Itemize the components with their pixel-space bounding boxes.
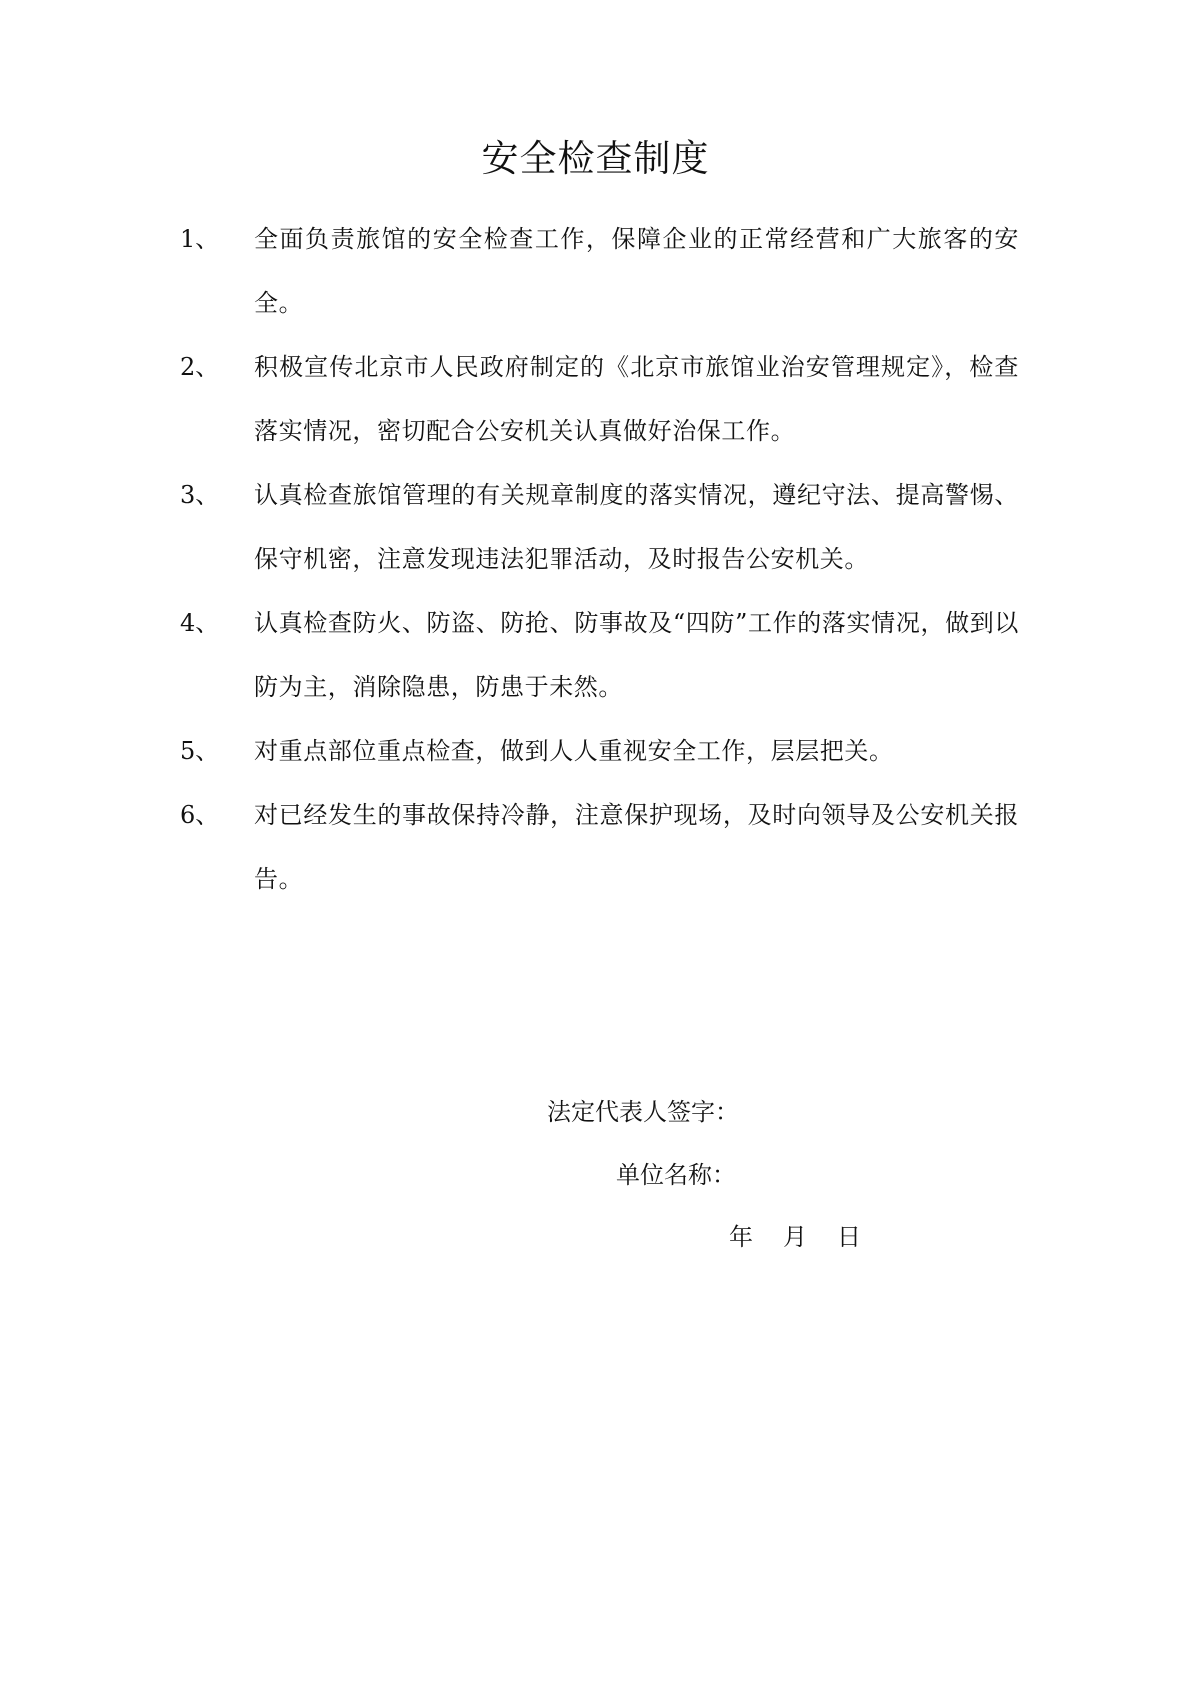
year-label: 年 (729, 1223, 753, 1251)
representative-signature-label: 法定代表人签字： (547, 1098, 739, 1126)
rule-item (0, 463, 1191, 591)
rule-number: 4、 (180, 609, 220, 637)
rule-number: 5、 (180, 737, 220, 765)
date-line (729, 1217, 861, 1257)
rule-item (0, 591, 1191, 719)
rule-item (0, 207, 1191, 335)
day-label: 日 (837, 1223, 861, 1251)
rule-item (0, 719, 1191, 783)
document-title: 安全检查制度 (481, 137, 710, 180)
rule-text: 认真检查旅馆管理的有关规章制度的落实情况，遵纪守法、提高警惕、保守机密，注意发现违法犯罪活动，及时报告公安机关。 (254, 481, 1019, 573)
rule-item (0, 335, 1191, 463)
rule-number: 2、 (180, 353, 220, 381)
unit-name-label: 单位名称： (616, 1161, 736, 1189)
rule-number: 1、 (180, 225, 220, 253)
rule-number: 3、 (180, 481, 220, 509)
rule-text: 全面负责旅馆的安全检查工作，保障企业的正常经营和广大旅客的安全。 (254, 225, 1019, 317)
rule-text: 认真检查防火、防盗、防抢、防事故及“四防”工作的落实情况，做到以防为主，消除隐患，防患于未然。 (254, 609, 1019, 701)
month-label: 月 (783, 1223, 807, 1251)
rule-text: 积极宣传北京市人民政府制定的《北京市旅馆业治安管理规定》，检查落实情况，密切配合公安机关认真做好治保工作。 (254, 353, 1019, 445)
rule-item (0, 783, 1191, 911)
rule-list (0, 207, 1191, 911)
rule-text: 对重点部位重点检查，做到人人重视安全工作，层层把关。 (254, 737, 894, 765)
rule-text: 对已经发生的事故保持冷静，注意保护现场，及时向领导及公安机关报告。 (254, 801, 1019, 893)
rule-number: 6、 (180, 801, 220, 829)
